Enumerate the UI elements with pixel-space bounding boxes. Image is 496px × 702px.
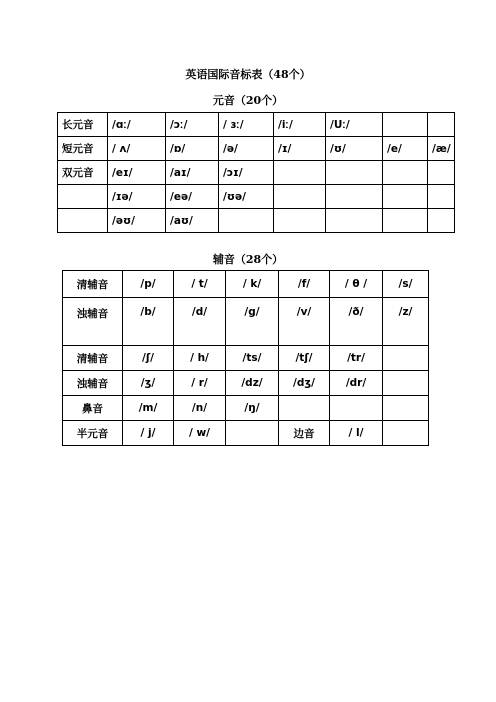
phoneme-cell: /aʊ/ [166, 209, 219, 233]
phoneme-cell [383, 161, 428, 185]
phoneme-cell: /tʃ/ [279, 346, 330, 371]
phoneme-cell: /əʊ/ [108, 209, 166, 233]
phoneme-cell: /eɪ/ [108, 161, 166, 185]
row-header-cell: 双元音 [58, 161, 108, 185]
phoneme-cell [383, 185, 428, 209]
phoneme-cell [383, 421, 429, 446]
phoneme-cell [428, 113, 455, 137]
phoneme-cell [279, 396, 330, 421]
consonant-table [62, 270, 429, 446]
phoneme-cell [383, 371, 429, 396]
phoneme-cell [428, 209, 455, 233]
phoneme-cell: /ʃ/ [123, 346, 174, 371]
vowels-heading: 元音（20个） [212, 94, 284, 107]
phoneme-cell [383, 209, 428, 233]
phoneme-cell: /ə/ [219, 137, 274, 161]
phoneme-cell [383, 346, 429, 371]
phoneme-cell [428, 161, 455, 185]
phoneme-cell: /b/ [123, 298, 174, 346]
row-header-cell: 清辅音 [63, 271, 123, 298]
vowel-row [58, 209, 455, 233]
phoneme-cell: /z/ [383, 298, 429, 346]
phoneme-cell: 边音 [279, 421, 330, 446]
phoneme-cell: / t/ [174, 271, 226, 298]
page-title: 英语国际音标表（48个） [185, 68, 311, 81]
phoneme-cell [330, 396, 383, 421]
phoneme-cell: /æ/ [428, 137, 455, 161]
phoneme-cell [326, 209, 383, 233]
phoneme-cell: /s/ [383, 271, 429, 298]
phoneme-cell: /ð/ [330, 298, 383, 346]
phoneme-cell: /g/ [226, 298, 279, 346]
consonant-row [63, 371, 429, 396]
phoneme-cell: /dz/ [226, 371, 279, 396]
phoneme-cell: /ts/ [226, 346, 279, 371]
phoneme-cell: /n/ [174, 396, 226, 421]
phoneme-cell [274, 185, 326, 209]
phoneme-cell: /Uː/ [326, 113, 383, 137]
phoneme-cell: / r/ [174, 371, 226, 396]
phoneme-cell [226, 421, 279, 446]
row-header-cell: 浊辅音 [63, 371, 123, 396]
phoneme-cell: /e/ [383, 137, 428, 161]
phoneme-cell: /aɪ/ [166, 161, 219, 185]
phoneme-cell [274, 209, 326, 233]
phoneme-cell: / w/ [174, 421, 226, 446]
row-header-cell [58, 185, 108, 209]
phoneme-cell [219, 209, 274, 233]
phoneme-cell: /ɔː/ [166, 113, 219, 137]
phoneme-cell: /m/ [123, 396, 174, 421]
phoneme-cell [383, 396, 429, 421]
phoneme-cell: /tr/ [330, 346, 383, 371]
phoneme-cell [428, 185, 455, 209]
phoneme-cell: /ŋ/ [226, 396, 279, 421]
phoneme-cell: /iː/ [274, 113, 326, 137]
row-header-cell: 清辅音 [63, 346, 123, 371]
consonant-row [63, 271, 429, 298]
phoneme-cell: / h/ [174, 346, 226, 371]
phoneme-cell [274, 161, 326, 185]
phoneme-cell: /ɪə/ [108, 185, 166, 209]
row-header-cell: 浊辅音 [63, 298, 123, 346]
consonant-row [63, 421, 429, 446]
phoneme-cell: /dʒ/ [279, 371, 330, 396]
phoneme-cell: / θ / [330, 271, 383, 298]
consonants-heading: 辅音（28个） [212, 253, 284, 266]
row-header-cell: 长元音 [58, 113, 108, 137]
phoneme-cell: /ɔɪ/ [219, 161, 274, 185]
phoneme-cell: /ʊ/ [326, 137, 383, 161]
vowel-row [58, 161, 455, 185]
vowel-table [57, 112, 455, 233]
row-header-cell: 半元音 [63, 421, 123, 446]
phoneme-cell: / l/ [330, 421, 383, 446]
phoneme-cell: / ɜː/ [219, 113, 274, 137]
row-header-cell: 鼻音 [63, 396, 123, 421]
phoneme-cell: /d/ [174, 298, 226, 346]
phoneme-cell: /ʒ/ [123, 371, 174, 396]
row-header-cell [58, 209, 108, 233]
vowel-row [58, 137, 455, 161]
phoneme-cell: /ɪ/ [274, 137, 326, 161]
phoneme-cell: /ɒ/ [166, 137, 219, 161]
phoneme-cell: /ʊə/ [219, 185, 274, 209]
phoneme-cell [383, 113, 428, 137]
phoneme-cell: /eə/ [166, 185, 219, 209]
phoneme-cell: /p/ [123, 271, 174, 298]
phoneme-cell: /ɑː/ [108, 113, 166, 137]
phoneme-cell: / j/ [123, 421, 174, 446]
consonant-row [63, 346, 429, 371]
phoneme-cell [326, 185, 383, 209]
vowel-row [58, 185, 455, 209]
phoneme-cell: /v/ [279, 298, 330, 346]
vowel-row [58, 113, 455, 137]
consonant-row [63, 298, 429, 346]
phoneme-cell: /f/ [279, 271, 330, 298]
phoneme-cell: / ʌ/ [108, 137, 166, 161]
phoneme-cell [326, 161, 383, 185]
row-header-cell: 短元音 [58, 137, 108, 161]
consonant-row [63, 396, 429, 421]
phoneme-cell: / k/ [226, 271, 279, 298]
phoneme-cell: /dr/ [330, 371, 383, 396]
